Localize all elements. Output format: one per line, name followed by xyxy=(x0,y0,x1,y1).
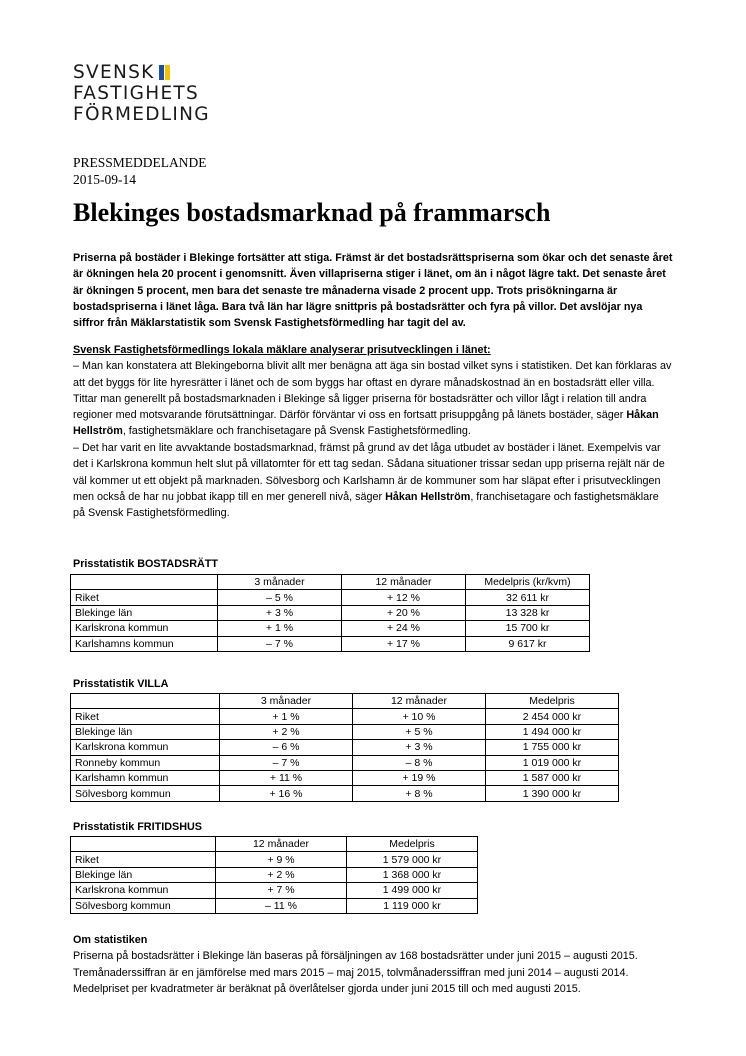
press-meta xyxy=(73,154,207,188)
table-cell: – 7 % xyxy=(220,755,353,770)
row-label: Riket xyxy=(71,852,216,867)
table-header-row xyxy=(71,837,478,852)
table-cell: 1 494 000 kr xyxy=(486,724,619,739)
table-cell: 9 617 kr xyxy=(466,636,590,651)
table-cell: + 1 % xyxy=(218,621,342,636)
table-fritidshus xyxy=(70,836,478,914)
page-title: Blekinges bostadsmarknad på frammarsch xyxy=(73,198,551,227)
table-cell: 32 611 kr xyxy=(466,590,590,605)
row-label: Karlskrona kommun xyxy=(71,621,218,636)
table-cell: + 3 % xyxy=(353,740,486,755)
row-label: Ronneby kommun xyxy=(71,755,220,770)
quote-paragraph-2: – Det har varit en lite avvaktande bostadsmarknad, främst på grund av det låga utbudet av bostäder i länet. Exempelvis var det i Karlskrona kommun helt slut på villatomter för ett tag sedan. Sådana situationer trissar sedan upp priserna rejält när de väl kommer ut ett objekt på marknaden. Sölvesborg och Karlshamn är de kommuner som har släpat efter i prisutvecklingen men också de har nu jobbat ikapp till en mer generell nivå, säger Håkan Hellström, franchisetagare och fastighetsmäklare på Svensk Fastighetsförmedling. xyxy=(73,442,665,520)
table-cell: + 5 % xyxy=(353,724,486,739)
column-header: 3 månader xyxy=(218,575,342,590)
table-row xyxy=(71,740,619,755)
table-row xyxy=(71,621,590,636)
press-label: PRESSMEDDELANDE xyxy=(73,155,207,170)
table-cell: 13 328 kr xyxy=(466,605,590,620)
table-row xyxy=(71,755,619,770)
table-cell: + 11 % xyxy=(220,770,353,785)
column-header xyxy=(71,694,220,709)
table-row xyxy=(71,590,590,605)
table-cell: + 20 % xyxy=(342,605,466,620)
logo-line-3: FÖRMEDLING xyxy=(73,104,210,125)
table-bostadsratt xyxy=(70,574,590,652)
table-row xyxy=(71,883,478,898)
table-cell: – 11 % xyxy=(216,898,347,913)
table-title-bostadsratt: Prisstatistik BOSTADSRÄTT xyxy=(73,558,218,570)
table-title-villa: Prisstatistik VILLA xyxy=(73,678,169,690)
about-statistics xyxy=(73,932,673,997)
table-cell: + 10 % xyxy=(353,709,486,724)
table-row xyxy=(71,770,619,785)
table-cell: + 12 % xyxy=(342,590,466,605)
table-villa xyxy=(70,693,619,802)
table-row xyxy=(71,709,619,724)
analysis-section xyxy=(73,342,673,440)
about-heading: Om statistiken xyxy=(73,934,148,946)
row-label: Riket xyxy=(71,709,220,724)
column-header: Medelpris xyxy=(347,837,478,852)
table-cell: + 19 % xyxy=(353,770,486,785)
column-header: 12 månader xyxy=(342,575,466,590)
table-cell: + 8 % xyxy=(353,786,486,801)
logo-line-1: SVENSK xyxy=(73,62,210,83)
table-cell: 2 454 000 kr xyxy=(486,709,619,724)
row-label: Sölvesborg kommun xyxy=(71,898,216,913)
column-header: 3 månader xyxy=(220,694,353,709)
table-cell: + 3 % xyxy=(218,605,342,620)
table-row xyxy=(71,636,590,651)
quote-name-2: Håkan Hellström xyxy=(385,490,471,503)
row-label: Karlskrona kommun xyxy=(71,883,216,898)
table-row xyxy=(71,605,590,620)
table-cell: – 5 % xyxy=(218,590,342,605)
table-cell: 1 587 000 kr xyxy=(486,770,619,785)
row-label: Blekinge län xyxy=(71,867,216,882)
column-header: Medelpris xyxy=(486,694,619,709)
row-label: Karlshamns kommun xyxy=(71,636,218,651)
table-row xyxy=(71,867,478,882)
quote-paragraph-1: – Man kan konstatera att Blekingeborna blivit allt mer benägna att äga sin bostad vilket syns i statistiken. Det kan förklaras av att det byggs för lite hyresrätter i länet och de som byggs har oftast en dyrare månadskostnad än en bostadsrätt eller villa. Tittar man generellt på bostadsmarknaden i Blekinge så ligger priserna för bostadsrätter och villor lågt i relation till andra regioner med motsvarande förutsättningar. Därför förväntar vi oss en fortsatt prisuppgång på länets bostäder, säger Håkan Hellström, fastighetsmäklare och franchisetagare på Svensk Fastighetsförmedling. xyxy=(73,360,672,438)
table-cell: 1 755 000 kr xyxy=(486,740,619,755)
table-header-row xyxy=(71,694,619,709)
table-cell: + 1 % xyxy=(220,709,353,724)
lead-paragraph: Priserna på bostäder i Blekinge fortsätter att stiga. Främst är det bostadsrättspriserna som ökar och det senaste året är ökningen hela 20 procent i genomsnitt. Även villapriserna stiger i länet, om än i något lägre takt. Det senaste året är ökningen 5 procent, men bara det senaste tre månaderna visade 2 procent upp. Trots prisökningarna är bostadspriserna i länet låga. Bara två län har lägre snittpris på bostadsrätter och fyra på villor. Det avslöjar nya siffror från Mäklarstatistik som Svensk Fastighetsförmedling har tagit del av. xyxy=(73,252,673,330)
table-header-row xyxy=(71,575,590,590)
row-label: Karlskrona kommun xyxy=(71,740,220,755)
column-header: 12 månader xyxy=(353,694,486,709)
table-row xyxy=(71,786,619,801)
table-cell: 1 019 000 kr xyxy=(486,755,619,770)
table-cell: 1 119 000 kr xyxy=(347,898,478,913)
section-heading: Svensk Fastighetsförmedlings lokala mäklare analyserar prisutvecklingen i länet: xyxy=(73,344,491,356)
table-cell: + 16 % xyxy=(220,786,353,801)
press-date: 2015-09-14 xyxy=(73,172,136,187)
row-label: Karlshamn kommun xyxy=(71,770,220,785)
quote-name-1: Håkan Hellström xyxy=(73,409,659,438)
logo-line-2: FASTIGHETS xyxy=(73,83,200,104)
about-text: Priserna på bostadsrätter i Blekinge län baseras på försäljningen av 168 bostadsrätter under juni 2015 – augusti 2015. Tremånaderssiffran är en jämförelse med mars 2015 – maj 2015, tolvmånaderssiffran med juni 2014 – augusti 2014. Medelpriset per kvadratmeter är beräknat på överlåtelser gjorda under juni 2015 till och med augusti 2015. xyxy=(73,950,638,995)
table-cell: – 7 % xyxy=(218,636,342,651)
column-header xyxy=(71,837,216,852)
table-cell: + 24 % xyxy=(342,621,466,636)
row-label: Blekinge län xyxy=(71,724,220,739)
table-title-fritidshus: Prisstatistik FRITIDSHUS xyxy=(73,821,202,833)
table-cell: 1 579 000 kr xyxy=(347,852,478,867)
row-label: Blekinge län xyxy=(71,605,218,620)
table-cell: – 8 % xyxy=(353,755,486,770)
table-row xyxy=(71,724,619,739)
table-cell: 1 390 000 kr xyxy=(486,786,619,801)
column-header xyxy=(71,575,218,590)
column-header: Medelpris (kr/kvm) xyxy=(466,575,590,590)
table-cell: – 6 % xyxy=(220,740,353,755)
table-cell: 1 368 000 kr xyxy=(347,867,478,882)
swedish-flag-icon xyxy=(159,64,171,79)
table-row xyxy=(71,852,478,867)
table-cell: + 7 % xyxy=(216,883,347,898)
table-cell: + 9 % xyxy=(216,852,347,867)
column-header: 12 månader xyxy=(216,837,347,852)
company-logo xyxy=(73,62,210,125)
table-cell: + 2 % xyxy=(216,867,347,882)
table-cell: 1 499 000 kr xyxy=(347,883,478,898)
table-row xyxy=(71,898,478,913)
row-label: Riket xyxy=(71,590,218,605)
table-cell: + 2 % xyxy=(220,724,353,739)
table-cell: + 17 % xyxy=(342,636,466,651)
row-label: Sölvesborg kommun xyxy=(71,786,220,801)
table-cell: 15 700 kr xyxy=(466,621,590,636)
